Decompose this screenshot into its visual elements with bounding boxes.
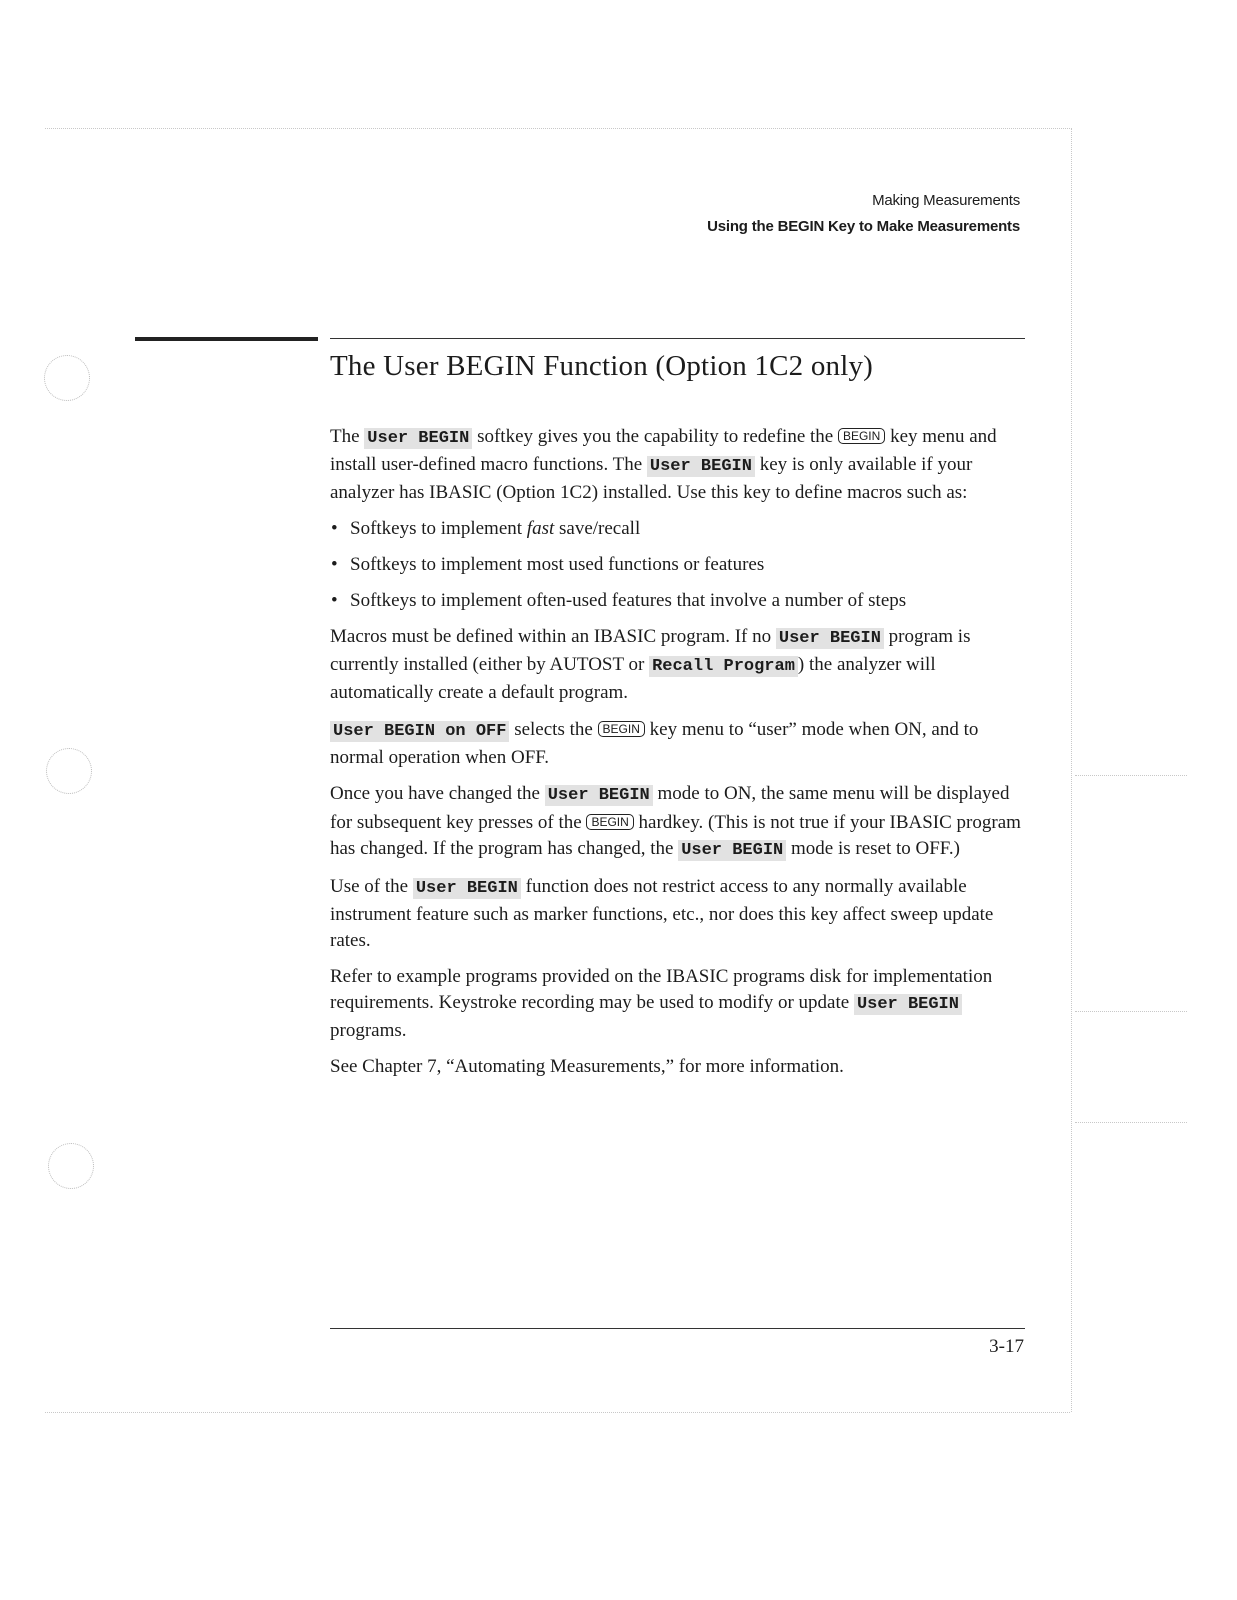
page-number: 3-17 bbox=[989, 1336, 1024, 1357]
paragraph bbox=[330, 716, 1030, 771]
section-rule-thick bbox=[135, 337, 318, 341]
scan-mark bbox=[1075, 1011, 1187, 1012]
softkey-user-begin: User BEGIN bbox=[364, 428, 472, 449]
text: ) the analyzer will automatically create a default program. bbox=[330, 654, 936, 703]
softkey-recall-program: Recall Program bbox=[649, 656, 798, 677]
text: key is only available if your analyzer has IBASIC (Option 1C2) installed. Use this key to define macros such as: bbox=[330, 454, 973, 503]
text: mode is reset to OFF.) bbox=[786, 838, 960, 859]
footer-rule bbox=[330, 1328, 1025, 1329]
scan-border-bottom bbox=[45, 1412, 1070, 1413]
text: Once you have changed the bbox=[330, 783, 545, 804]
punch-hole bbox=[44, 355, 90, 401]
paragraph bbox=[330, 964, 1030, 1044]
text: Refer to example programs provided on the IBASIC programs disk for implementation requirements. Keystroke recording may be used to modify or update bbox=[330, 966, 993, 1013]
paragraph: See Chapter 7, “Automating Measurements,” for more information. bbox=[330, 1056, 844, 1077]
paragraph bbox=[330, 624, 1030, 706]
hardkey-begin: BEGIN bbox=[598, 721, 645, 737]
list-item: • Softkeys to implement often-used features that involve a number of steps bbox=[330, 588, 1030, 614]
text: function does not restrict access to any normally available instrument feature such as marker functions, etc., nor does this key affect sweep update rates. bbox=[330, 876, 994, 951]
text: key menu to “user” mode when ON, and to normal operation when OFF. bbox=[330, 719, 979, 768]
text: softkey gives you the capability to redefine the bbox=[472, 426, 838, 447]
softkey-user-begin: User BEGIN bbox=[854, 994, 962, 1015]
scan-mark bbox=[1075, 1122, 1187, 1123]
header-subsection: Using the BEGIN Key to Make Measurements bbox=[707, 218, 1020, 235]
softkey-user-begin: User BEGIN bbox=[678, 840, 786, 861]
text: program is currently installed (either by AUTOST or bbox=[330, 626, 971, 675]
softkey-user-begin: User BEGIN bbox=[413, 878, 521, 899]
punch-hole bbox=[48, 1143, 94, 1189]
body-content bbox=[330, 423, 1030, 1090]
text: programs. bbox=[330, 1020, 407, 1041]
list-item: • Softkeys to implement most used functions or features bbox=[330, 552, 1030, 578]
page-title: The User BEGIN Function (Option 1C2 only) bbox=[330, 350, 874, 382]
paragraph bbox=[330, 423, 1030, 506]
text: hardkey. (This is not true if your IBASIC program has changed. If the program has changed, the bbox=[330, 812, 1021, 859]
softkey-user-begin-on-off: User BEGIN on OFF bbox=[330, 721, 509, 742]
paragraph bbox=[330, 874, 1030, 954]
text: selects the bbox=[509, 719, 598, 740]
text: save/recall bbox=[554, 518, 641, 539]
header-section: Making Measurements bbox=[872, 192, 1020, 209]
text: key menu and install user-defined macro functions. The bbox=[330, 426, 997, 475]
bullet-list bbox=[330, 516, 1030, 614]
list-item bbox=[330, 516, 1030, 542]
emphasis: fast bbox=[526, 518, 555, 539]
text: Macros must be defined within an IBASIC program. If no bbox=[330, 626, 776, 647]
hardkey-begin: BEGIN bbox=[838, 428, 885, 444]
scan-mark bbox=[1075, 775, 1187, 776]
scan-border-right bbox=[1071, 128, 1072, 1412]
hardkey-begin: BEGIN bbox=[586, 814, 633, 830]
text: Use of the bbox=[330, 876, 413, 897]
punch-hole bbox=[46, 748, 92, 794]
running-header bbox=[707, 188, 1020, 240]
paragraph bbox=[330, 781, 1030, 864]
section-rule-thin bbox=[330, 338, 1025, 339]
text: The bbox=[330, 426, 365, 447]
softkey-user-begin: User BEGIN bbox=[776, 628, 884, 649]
text: Softkeys to implement bbox=[350, 518, 527, 539]
softkey-user-begin: User BEGIN bbox=[545, 785, 653, 806]
text: mode to ON, the same menu will be displayed for subsequent key presses of the bbox=[330, 783, 1010, 833]
scan-border-top bbox=[45, 128, 1070, 129]
softkey-user-begin: User BEGIN bbox=[647, 456, 755, 477]
